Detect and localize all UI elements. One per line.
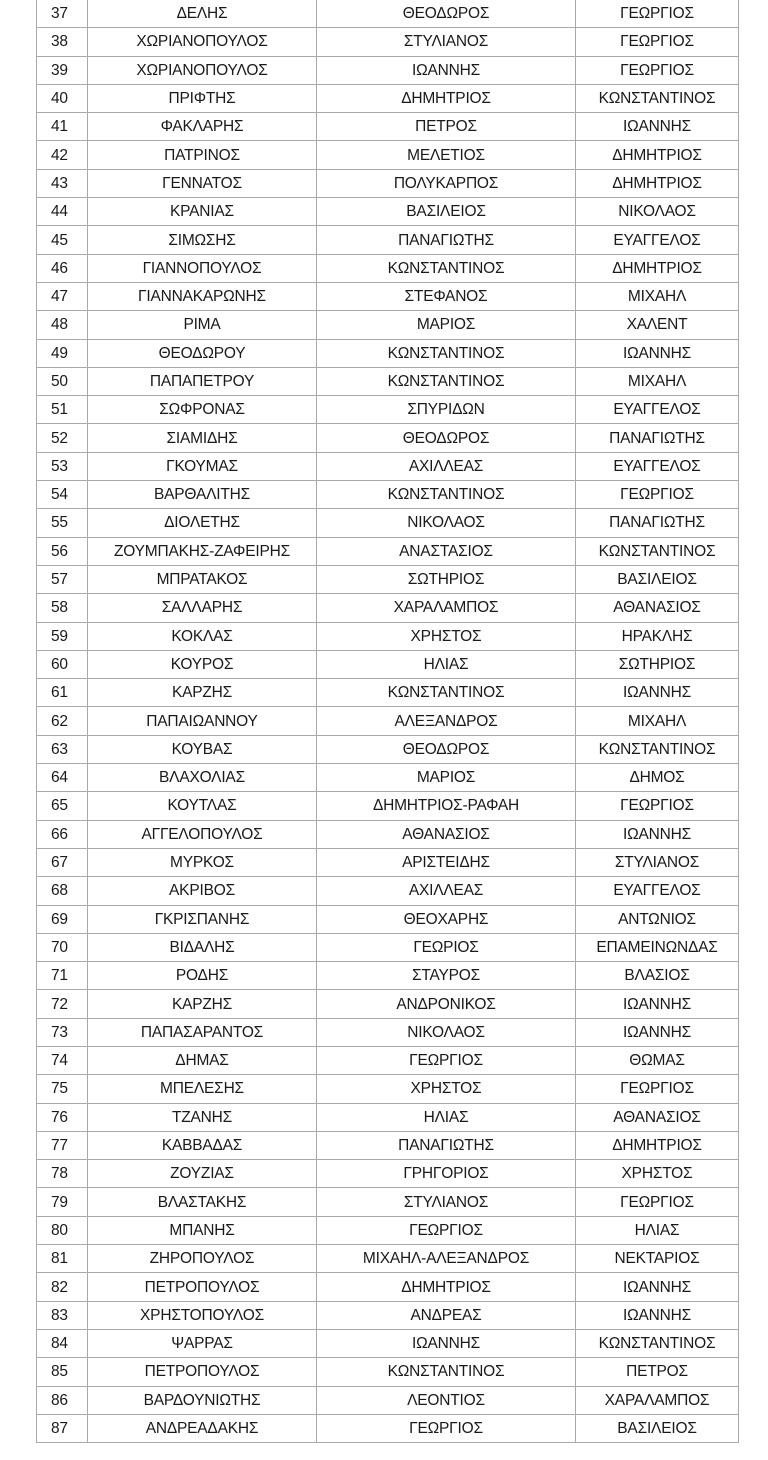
surname-cell: ΒΛΑΣΤΑΚΗΣ — [88, 1188, 317, 1216]
first-name-cell: ΣΤΥΛΙΑΝΟΣ — [317, 28, 576, 56]
father-name-cell: ΔΗΜΗΤΡΙΟΣ — [576, 141, 739, 169]
row-number-cell: 57 — [37, 565, 88, 593]
surname-cell: ΔΙΟΛΕΤΗΣ — [88, 509, 317, 537]
father-name-cell: ΧΑΡΑΛΑΜΠΟΣ — [576, 1386, 739, 1414]
father-name-cell: ΙΩΑΝΝΗΣ — [576, 820, 739, 848]
first-name-cell: ΝΙΚΟΛΑΟΣ — [317, 509, 576, 537]
table-row — [37, 141, 739, 169]
father-name-cell: ΙΩΑΝΝΗΣ — [576, 990, 739, 1018]
table-row — [37, 537, 739, 565]
surname-cell: ΠΕΤΡΟΠΟΥΛΟΣ — [88, 1358, 317, 1386]
table-row — [37, 1018, 739, 1046]
first-name-cell: ΑΝΔΡΕΑΣ — [317, 1301, 576, 1329]
father-name-cell: ΙΩΑΝΝΗΣ — [576, 339, 739, 367]
first-name-cell: ΓΡΗΓΟΡΙΟΣ — [317, 1160, 576, 1188]
first-name-cell: ΛΕΟΝΤΙΟΣ — [317, 1386, 576, 1414]
table-row — [37, 962, 739, 990]
first-name-cell: ΑΝΔΡΟΝΙΚΟΣ — [317, 990, 576, 1018]
surname-cell: ΤΖΑΝΗΣ — [88, 1103, 317, 1131]
surname-cell: ΡΙΜΑ — [88, 311, 317, 339]
first-name-cell: ΚΩΝΣΤΑΝΤΙΝΟΣ — [317, 367, 576, 395]
first-name-cell: ΚΩΝΣΤΑΝΤΙΝΟΣ — [317, 254, 576, 282]
names-list-document — [36, 0, 738, 1443]
row-number-cell: 82 — [37, 1273, 88, 1301]
row-number-cell: 50 — [37, 367, 88, 395]
row-number-cell: 72 — [37, 990, 88, 1018]
first-name-cell: ΘΕΟΔΩΡΟΣ — [317, 0, 576, 28]
row-number-cell: 87 — [37, 1414, 88, 1442]
row-number-cell: 84 — [37, 1329, 88, 1357]
surname-cell: ΓΚΡΙΣΠΑΝΗΣ — [88, 905, 317, 933]
surname-cell: ΑΝΔΡΕΑΔΑΚΗΣ — [88, 1414, 317, 1442]
first-name-cell: ΔΗΜΗΤΡΙΟΣ — [317, 1273, 576, 1301]
row-number-cell: 76 — [37, 1103, 88, 1131]
row-number-cell: 68 — [37, 877, 88, 905]
father-name-cell: ΓΕΩΡΓΙΟΣ — [576, 28, 739, 56]
surname-cell: ΠΑΤΡΙΝΟΣ — [88, 141, 317, 169]
father-name-cell: ΓΕΩΡΓΙΟΣ — [576, 56, 739, 84]
surname-cell: ΧΩΡΙΑΝΟΠΟΥΛΟΣ — [88, 28, 317, 56]
surname-cell: ΔΗΜΑΣ — [88, 1046, 317, 1074]
table-row — [37, 367, 739, 395]
surname-cell: ΣΑΛΛΑΡΗΣ — [88, 594, 317, 622]
first-name-cell: ΗΛΙΑΣ — [317, 1103, 576, 1131]
first-name-cell: ΘΕΟΧΑΡΗΣ — [317, 905, 576, 933]
surname-cell: ΠΡΙΦΤΗΣ — [88, 84, 317, 112]
surname-cell: ΦΑΚΛΑΡΗΣ — [88, 113, 317, 141]
father-name-cell: ΘΩΜΑΣ — [576, 1046, 739, 1074]
table-row — [37, 0, 739, 28]
surname-cell: ΣΙΑΜΙΔΗΣ — [88, 424, 317, 452]
row-number-cell: 67 — [37, 848, 88, 876]
first-name-cell: ΓΕΩΡΙΟΣ — [317, 933, 576, 961]
father-name-cell: ΜΙΧΑΗΛ — [576, 707, 739, 735]
father-name-cell: ΜΙΧΑΗΛ — [576, 367, 739, 395]
surname-cell: ΚΡΑΝΙΑΣ — [88, 198, 317, 226]
first-name-cell: ΑΛΕΞΑΝΔΡΟΣ — [317, 707, 576, 735]
surname-cell: ΚΑΡΖΗΣ — [88, 679, 317, 707]
first-name-cell: ΚΩΝΣΤΑΝΤΙΝΟΣ — [317, 481, 576, 509]
row-number-cell: 79 — [37, 1188, 88, 1216]
table-row — [37, 905, 739, 933]
first-name-cell: ΠΟΛΥΚΑΡΠΟΣ — [317, 169, 576, 197]
table-row — [37, 679, 739, 707]
father-name-cell: ΜΙΧΑΗΛ — [576, 282, 739, 310]
father-name-cell: ΒΑΣΙΛΕΙΟΣ — [576, 565, 739, 593]
table-row — [37, 311, 739, 339]
table-row — [37, 113, 739, 141]
surname-cell: ΓΙΑΝΝΑΚΑΡΩΝΗΣ — [88, 282, 317, 310]
father-name-cell: ΧΑΛΕΝΤ — [576, 311, 739, 339]
father-name-cell: ΚΩΝΣΤΑΝΤΙΝΟΣ — [576, 84, 739, 112]
surname-cell: ΓΚΟΥΜΑΣ — [88, 452, 317, 480]
first-name-cell: ΗΛΙΑΣ — [317, 650, 576, 678]
surname-cell: ΘΕΟΔΩΡΟΥ — [88, 339, 317, 367]
father-name-cell: ΚΩΝΣΤΑΝΤΙΝΟΣ — [576, 1329, 739, 1357]
surname-cell: ΡΟΔΗΣ — [88, 962, 317, 990]
table-row — [37, 1273, 739, 1301]
father-name-cell: ΙΩΑΝΝΗΣ — [576, 1301, 739, 1329]
father-name-cell: ΓΕΩΡΓΙΟΣ — [576, 481, 739, 509]
table-row — [37, 28, 739, 56]
row-number-cell: 65 — [37, 792, 88, 820]
row-number-cell: 66 — [37, 820, 88, 848]
surname-cell: ΑΚΡΙΒΟΣ — [88, 877, 317, 905]
row-number-cell: 63 — [37, 735, 88, 763]
first-name-cell: ΘΕΟΔΩΡΟΣ — [317, 424, 576, 452]
first-name-cell: ΧΡΗΣΤΟΣ — [317, 622, 576, 650]
surname-cell: ΒΑΡΔΟΥΝΙΩΤΗΣ — [88, 1386, 317, 1414]
father-name-cell: ΕΥΑΓΓΕΛΟΣ — [576, 396, 739, 424]
row-number-cell: 48 — [37, 311, 88, 339]
father-name-cell: ΝΙΚΟΛΑΟΣ — [576, 198, 739, 226]
table-row — [37, 282, 739, 310]
table-row — [37, 1414, 739, 1442]
row-number-cell: 44 — [37, 198, 88, 226]
row-number-cell: 42 — [37, 141, 88, 169]
father-name-cell: ΚΩΝΣΤΑΝΤΙΝΟΣ — [576, 537, 739, 565]
father-name-cell: ΠΑΝΑΓΙΩΤΗΣ — [576, 509, 739, 537]
table-row — [37, 339, 739, 367]
first-name-cell: ΜΕΛΕΤΙΟΣ — [317, 141, 576, 169]
row-number-cell: 62 — [37, 707, 88, 735]
father-name-cell: ΠΑΝΑΓΙΩΤΗΣ — [576, 424, 739, 452]
table-row — [37, 792, 739, 820]
surname-cell: ΒΑΡΘΑΛΙΤΗΣ — [88, 481, 317, 509]
first-name-cell: ΘΕΟΔΩΡΟΣ — [317, 735, 576, 763]
first-name-cell: ΚΩΝΣΤΑΝΤΙΝΟΣ — [317, 1358, 576, 1386]
first-name-cell: ΜΑΡΙΟΣ — [317, 311, 576, 339]
row-number-cell: 47 — [37, 282, 88, 310]
first-name-cell: ΑΧΙΛΛΕΑΣ — [317, 452, 576, 480]
row-number-cell: 74 — [37, 1046, 88, 1074]
father-name-cell: ΣΤΥΛΙΑΝΟΣ — [576, 848, 739, 876]
father-name-cell: ΑΘΑΝΑΣΙΟΣ — [576, 594, 739, 622]
first-name-cell: ΚΩΝΣΤΑΝΤΙΝΟΣ — [317, 679, 576, 707]
first-name-cell: ΣΤΥΛΙΑΝΟΣ — [317, 1188, 576, 1216]
surname-cell: ΠΑΠΑΣΑΡΑΝΤΟΣ — [88, 1018, 317, 1046]
father-name-cell: ΕΥΑΓΓΕΛΟΣ — [576, 877, 739, 905]
surname-cell: ΜΠΑΝΗΣ — [88, 1216, 317, 1244]
table-row — [37, 226, 739, 254]
father-name-cell: ΑΝΤΩΝΙΟΣ — [576, 905, 739, 933]
row-number-cell: 52 — [37, 424, 88, 452]
surname-cell: ΧΡΗΣΤΟΠΟΥΛΟΣ — [88, 1301, 317, 1329]
father-name-cell: ΗΛΙΑΣ — [576, 1216, 739, 1244]
table-row — [37, 1075, 739, 1103]
father-name-cell: ΧΡΗΣΤΟΣ — [576, 1160, 739, 1188]
surname-cell: ΑΓΓΕΛΟΠΟΥΛΟΣ — [88, 820, 317, 848]
names-table — [36, 0, 739, 1443]
table-row — [37, 396, 739, 424]
first-name-cell: ΑΧΙΛΛΕΑΣ — [317, 877, 576, 905]
first-name-cell: ΓΕΩΡΓΙΟΣ — [317, 1216, 576, 1244]
row-number-cell: 77 — [37, 1131, 88, 1159]
row-number-cell: 54 — [37, 481, 88, 509]
father-name-cell: ΔΗΜΗΤΡΙΟΣ — [576, 169, 739, 197]
surname-cell: ΜΠΡΑΤΑΚΟΣ — [88, 565, 317, 593]
father-name-cell: ΓΕΩΡΓΙΟΣ — [576, 792, 739, 820]
first-name-cell: ΝΙΚΟΛΑΟΣ — [317, 1018, 576, 1046]
row-number-cell: 37 — [37, 0, 88, 28]
table-row — [37, 56, 739, 84]
first-name-cell: ΓΕΩΡΓΙΟΣ — [317, 1414, 576, 1442]
first-name-cell: ΠΑΝΑΓΙΩΤΗΣ — [317, 226, 576, 254]
father-name-cell: ΓΕΩΡΓΙΟΣ — [576, 0, 739, 28]
row-number-cell: 71 — [37, 962, 88, 990]
first-name-cell: ΑΝΑΣΤΑΣΙΟΣ — [317, 537, 576, 565]
surname-cell: ΔΕΛΗΣ — [88, 0, 317, 28]
row-number-cell: 40 — [37, 84, 88, 112]
first-name-cell: ΣΠΥΡΙΔΩΝ — [317, 396, 576, 424]
row-number-cell: 38 — [37, 28, 88, 56]
first-name-cell: ΣΤΑΥΡΟΣ — [317, 962, 576, 990]
table-row — [37, 764, 739, 792]
row-number-cell: 49 — [37, 339, 88, 367]
table-row — [37, 565, 739, 593]
table-row — [37, 1386, 739, 1414]
surname-cell: ΖΗΡΟΠΟΥΛΟΣ — [88, 1245, 317, 1273]
surname-cell: ΠΑΠΑΙΩΑΝΝΟΥ — [88, 707, 317, 735]
father-name-cell: ΓΕΩΡΓΙΟΣ — [576, 1188, 739, 1216]
surname-cell: ΣΩΦΡΟΝΑΣ — [88, 396, 317, 424]
row-number-cell: 41 — [37, 113, 88, 141]
surname-cell: ΚΟΚΛΑΣ — [88, 622, 317, 650]
table-row — [37, 481, 739, 509]
row-number-cell: 78 — [37, 1160, 88, 1188]
table-row — [37, 1160, 739, 1188]
surname-cell: ΓΕΝΝΑΤΟΣ — [88, 169, 317, 197]
table-row — [37, 848, 739, 876]
surname-cell: ΚΟΥΒΑΣ — [88, 735, 317, 763]
father-name-cell: ΙΩΑΝΝΗΣ — [576, 1273, 739, 1301]
table-row — [37, 198, 739, 226]
father-name-cell: ΠΕΤΡΟΣ — [576, 1358, 739, 1386]
surname-cell: ΜΠΕΛΕΣΗΣ — [88, 1075, 317, 1103]
first-name-cell: ΧΡΗΣΤΟΣ — [317, 1075, 576, 1103]
table-row — [37, 877, 739, 905]
father-name-cell: ΔΗΜΗΤΡΙΟΣ — [576, 1131, 739, 1159]
row-number-cell: 75 — [37, 1075, 88, 1103]
table-row — [37, 84, 739, 112]
father-name-cell: ΗΡΑΚΛΗΣ — [576, 622, 739, 650]
table-row — [37, 424, 739, 452]
table-row — [37, 1131, 739, 1159]
row-number-cell: 64 — [37, 764, 88, 792]
surname-cell: ΚΟΥΡΟΣ — [88, 650, 317, 678]
surname-cell: ΓΙΑΝΝΟΠΟΥΛΟΣ — [88, 254, 317, 282]
row-number-cell: 83 — [37, 1301, 88, 1329]
first-name-cell: ΜΑΡΙΟΣ — [317, 764, 576, 792]
surname-cell: ΠΕΤΡΟΠΟΥΛΟΣ — [88, 1273, 317, 1301]
table-row — [37, 509, 739, 537]
row-number-cell: 81 — [37, 1245, 88, 1273]
father-name-cell: ΙΩΑΝΝΗΣ — [576, 1018, 739, 1046]
row-number-cell: 69 — [37, 905, 88, 933]
surname-cell: ΖΟΥΜΠΑΚΗΣ-ΖΑΦΕΙΡΗΣ — [88, 537, 317, 565]
row-number-cell: 80 — [37, 1216, 88, 1244]
table-row — [37, 1046, 739, 1074]
table-row — [37, 1216, 739, 1244]
table-row — [37, 933, 739, 961]
surname-cell: ΜΥΡΚΟΣ — [88, 848, 317, 876]
surname-cell: ΚΑΒΒΑΔΑΣ — [88, 1131, 317, 1159]
father-name-cell: ΑΘΑΝΑΣΙΟΣ — [576, 1103, 739, 1131]
table-row — [37, 169, 739, 197]
surname-cell: ΧΩΡΙΑΝΟΠΟΥΛΟΣ — [88, 56, 317, 84]
row-number-cell: 73 — [37, 1018, 88, 1046]
table-row — [37, 990, 739, 1018]
table-row — [37, 1358, 739, 1386]
table-row — [37, 1245, 739, 1273]
row-number-cell: 53 — [37, 452, 88, 480]
father-name-cell: ΒΛΑΣΙΟΣ — [576, 962, 739, 990]
table-row — [37, 820, 739, 848]
table-row — [37, 650, 739, 678]
surname-cell: ΣΙΜΩΣΗΣ — [88, 226, 317, 254]
first-name-cell: ΣΩΤΗΡΙΟΣ — [317, 565, 576, 593]
father-name-cell: ΣΩΤΗΡΙΟΣ — [576, 650, 739, 678]
table-row — [37, 1329, 739, 1357]
father-name-cell: ΕΥΑΓΓΕΛΟΣ — [576, 226, 739, 254]
surname-cell: ΠΑΠΑΠΕΤΡΟΥ — [88, 367, 317, 395]
surname-cell: ΖΟΥΖΙΑΣ — [88, 1160, 317, 1188]
row-number-cell: 56 — [37, 537, 88, 565]
table-row — [37, 1188, 739, 1216]
table-row — [37, 452, 739, 480]
row-number-cell: 43 — [37, 169, 88, 197]
row-number-cell: 45 — [37, 226, 88, 254]
table-row — [37, 1301, 739, 1329]
row-number-cell: 59 — [37, 622, 88, 650]
father-name-cell: ΙΩΑΝΝΗΣ — [576, 113, 739, 141]
row-number-cell: 61 — [37, 679, 88, 707]
first-name-cell: ΙΩΑΝΝΗΣ — [317, 56, 576, 84]
row-number-cell: 46 — [37, 254, 88, 282]
first-name-cell: ΠΕΤΡΟΣ — [317, 113, 576, 141]
first-name-cell: ΠΑΝΑΓΙΩΤΗΣ — [317, 1131, 576, 1159]
names-table-body — [37, 0, 739, 1443]
first-name-cell: ΣΤΕΦΑΝΟΣ — [317, 282, 576, 310]
first-name-cell: ΚΩΝΣΤΑΝΤΙΝΟΣ — [317, 339, 576, 367]
row-number-cell: 55 — [37, 509, 88, 537]
row-number-cell: 51 — [37, 396, 88, 424]
father-name-cell: ΓΕΩΡΓΙΟΣ — [576, 1075, 739, 1103]
first-name-cell: ΧΑΡΑΛΑΜΠΟΣ — [317, 594, 576, 622]
first-name-cell: ΔΗΜΗΤΡΙΟΣ-ΡΑΦΑΗ — [317, 792, 576, 820]
row-number-cell: 39 — [37, 56, 88, 84]
table-row — [37, 594, 739, 622]
surname-cell: ΚΟΥΤΛΑΣ — [88, 792, 317, 820]
table-row — [37, 1103, 739, 1131]
father-name-cell: ΕΠΑΜΕΙΝΩΝΔΑΣ — [576, 933, 739, 961]
first-name-cell: ΑΡΙΣΤΕΙΔΗΣ — [317, 848, 576, 876]
surname-cell: ΒΙΔΑΛΗΣ — [88, 933, 317, 961]
row-number-cell: 85 — [37, 1358, 88, 1386]
row-number-cell: 58 — [37, 594, 88, 622]
father-name-cell: ΔΗΜΗΤΡΙΟΣ — [576, 254, 739, 282]
father-name-cell: ΒΑΣΙΛΕΙΟΣ — [576, 1414, 739, 1442]
table-row — [37, 735, 739, 763]
father-name-cell: ΚΩΝΣΤΑΝΤΙΝΟΣ — [576, 735, 739, 763]
table-row — [37, 254, 739, 282]
row-number-cell: 60 — [37, 650, 88, 678]
first-name-cell: ΓΕΩΡΓΙΟΣ — [317, 1046, 576, 1074]
father-name-cell: ΝΕΚΤΑΡΙΟΣ — [576, 1245, 739, 1273]
first-name-cell: ΙΩΑΝΝΗΣ — [317, 1329, 576, 1357]
father-name-cell: ΙΩΑΝΝΗΣ — [576, 679, 739, 707]
row-number-cell: 70 — [37, 933, 88, 961]
first-name-cell: ΔΗΜΗΤΡΙΟΣ — [317, 84, 576, 112]
table-row — [37, 707, 739, 735]
surname-cell: ΒΛΑΧΟΛΙΑΣ — [88, 764, 317, 792]
father-name-cell: ΕΥΑΓΓΕΛΟΣ — [576, 452, 739, 480]
surname-cell: ΨΑΡΡΑΣ — [88, 1329, 317, 1357]
father-name-cell: ΔΗΜΟΣ — [576, 764, 739, 792]
row-number-cell: 86 — [37, 1386, 88, 1414]
first-name-cell: ΒΑΣΙΛΕΙΟΣ — [317, 198, 576, 226]
table-row — [37, 622, 739, 650]
first-name-cell: ΜΙΧΑΗΛ-ΑΛΕΞΑΝΔΡΟΣ — [317, 1245, 576, 1273]
surname-cell: ΚΑΡΖΗΣ — [88, 990, 317, 1018]
first-name-cell: ΑΘΑΝΑΣΙΟΣ — [317, 820, 576, 848]
